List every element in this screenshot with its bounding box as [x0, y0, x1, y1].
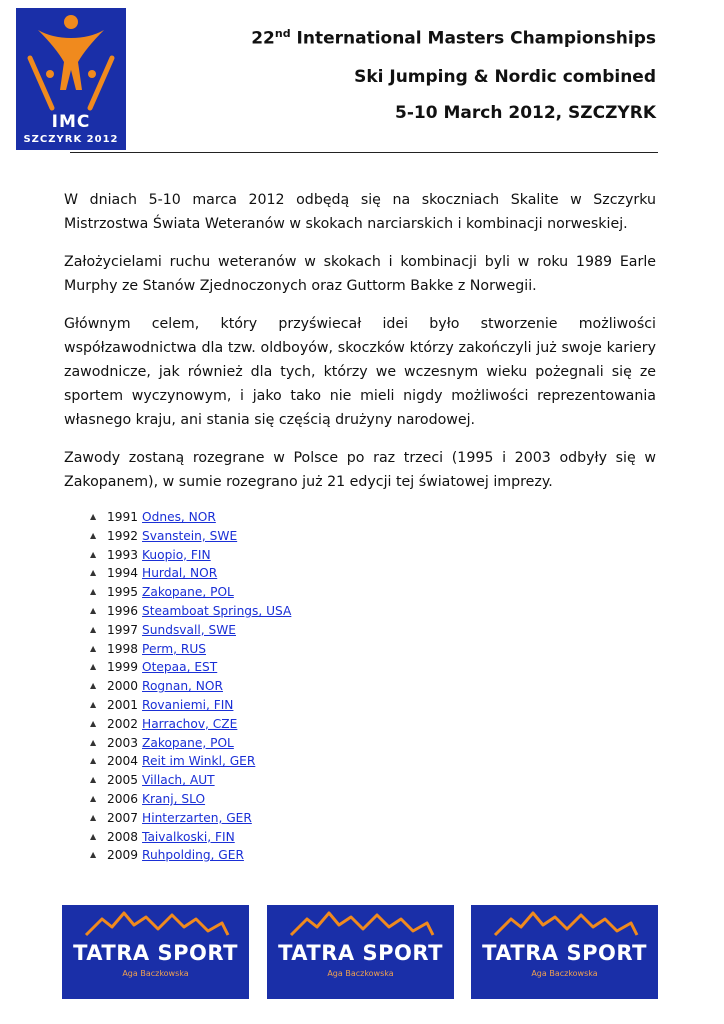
mountain-peak-icon: ▲ — [90, 605, 97, 615]
edition-place-link[interactable]: Villach, AUT — [142, 773, 215, 788]
mountain-peak-icon: ▲ — [90, 850, 97, 860]
list-item — [90, 564, 291, 583]
edition-year: 1999 — [107, 660, 139, 675]
edition-year: 2004 — [107, 754, 139, 769]
mountain-peak-icon: ▲ — [90, 568, 97, 578]
sponsor-banner — [471, 905, 658, 999]
document-header — [251, 18, 656, 123]
mountain-peak-icon: ▲ — [90, 624, 97, 634]
mountain-peak-icon: ▲ — [90, 681, 97, 691]
list-item — [90, 771, 291, 790]
list-item — [90, 527, 291, 546]
edition-place-link[interactable]: Taivalkoski, FIN — [142, 829, 235, 844]
edition-year: 2008 — [107, 829, 139, 844]
sponsor-subtitle: Aga Baczkowska — [122, 969, 189, 978]
paragraph: Zawody zostaną rozegrane w Polsce po raz trzeci (1995 i 2003 odbyły się w Zakopanem), w sumie rozegrano już 21 edycji tej światowej imprezy. — [64, 450, 656, 490]
paragraph: Założycielami ruchu weteranów w skokach i kombinacji byli w roku 1989 Earle Murphy ze Stanów Zjednoczonych oraz Guttorm Bakke z Norwegii. — [64, 254, 656, 294]
edition-year: 1991 — [107, 510, 139, 524]
mountain-peak-icon: ▲ — [90, 662, 97, 672]
paragraph: W dniach 5-10 marca 2012 odbędą się na skoczniach Skalite w Szczyrku Mistrzostwa Świata Weteranów w skokach narciarskich i kombinacji norweskiej. — [64, 192, 656, 232]
list-item — [90, 809, 291, 828]
title-ordinal: 22 — [251, 28, 275, 49]
edition-year: 1998 — [107, 641, 139, 656]
edition-place-link[interactable]: Kranj, SLO — [142, 791, 206, 806]
sponsor-name: TATRA SPORT — [73, 941, 238, 965]
sponsor-subtitle: Aga Baczkowska — [327, 969, 394, 978]
mountain-peak-icon: ▲ — [90, 699, 97, 709]
edition-place-link[interactable]: Svanstein, SWE — [142, 528, 238, 543]
list-item — [90, 715, 291, 734]
skier-figure-icon — [16, 8, 126, 112]
editions-list — [90, 508, 291, 865]
edition-year: 1995 — [107, 585, 139, 600]
list-item — [90, 640, 291, 659]
list-item — [90, 828, 291, 847]
edition-place-link[interactable]: Rovaniemi, FIN — [142, 697, 234, 712]
document-body — [64, 188, 656, 508]
mountain-peak-icon: ▲ — [90, 512, 97, 521]
sponsor-banner — [267, 905, 454, 999]
edition-year: 2006 — [107, 791, 139, 806]
edition-place-link[interactable]: Rognan, NOR — [142, 679, 223, 694]
edition-year: 1997 — [107, 622, 139, 637]
imc-logo — [16, 8, 126, 150]
title-rest: International Masters Championships — [290, 28, 656, 49]
edition-year: 2007 — [107, 810, 139, 825]
mountain-peak-icon: ▲ — [90, 831, 97, 841]
edition-year: 2001 — [107, 697, 139, 712]
edition-year: 2003 — [107, 735, 139, 750]
edition-year: 1994 — [107, 566, 139, 581]
mountain-peak-icon: ▲ — [90, 530, 97, 540]
list-item — [90, 508, 291, 527]
edition-place-link[interactable]: Perm, RUS — [142, 641, 206, 656]
list-item — [90, 602, 291, 621]
sponsor-name: TATRA SPORT — [278, 941, 443, 965]
mountain-peak-icon: ▲ — [90, 775, 97, 785]
edition-year: 2009 — [107, 848, 139, 863]
list-item — [90, 658, 291, 677]
edition-year: 1996 — [107, 603, 139, 618]
logo-abbr: IMC — [51, 112, 91, 132]
edition-year: 1992 — [107, 528, 139, 543]
mountain-peak-icon: ▲ — [90, 587, 97, 597]
header-title — [251, 24, 656, 49]
edition-place-link[interactable]: Otepaa, EST — [142, 660, 218, 675]
mountain-peak-icon: ▲ — [90, 737, 97, 747]
header-divider — [70, 152, 658, 153]
edition-place-link[interactable]: Steamboat Springs, USA — [142, 603, 292, 618]
list-item — [90, 546, 291, 565]
mountain-peak-icon: ▲ — [90, 812, 97, 822]
edition-place-link[interactable]: Ruhpolding, GER — [142, 848, 244, 863]
header-dates-location: 5-10 March 2012, SZCZYRK — [395, 102, 656, 123]
mountain-peak-icon: ▲ — [90, 643, 97, 653]
list-item — [90, 790, 291, 809]
edition-place-link[interactable]: Sundsvall, SWE — [142, 622, 236, 637]
edition-place-link[interactable]: Reit im Winkl, GER — [142, 754, 256, 769]
edition-place-link[interactable]: Hurdal, NOR — [142, 566, 218, 581]
mountain-peak-icon: ▲ — [90, 756, 97, 766]
edition-year: 2005 — [107, 773, 139, 788]
edition-year: 2000 — [107, 679, 139, 694]
mountain-peak-icon: ▲ — [90, 718, 97, 728]
sponsor-banner — [62, 905, 249, 999]
mountain-peak-icon: ▲ — [90, 549, 97, 559]
list-item — [90, 696, 291, 715]
edition-place-link[interactable]: Zakopane, POL — [142, 585, 234, 600]
list-item — [90, 677, 291, 696]
list-item — [90, 734, 291, 753]
sponsor-subtitle: Aga Baczkowska — [531, 969, 598, 978]
title-ordinal-suffix: nd — [274, 27, 291, 40]
list-item — [90, 846, 291, 865]
edition-place-link[interactable]: Kuopio, FIN — [142, 547, 211, 562]
header-discipline: Ski Jumping & Nordic combined — [354, 66, 656, 87]
edition-place-link[interactable]: Harrachov, CZE — [142, 716, 238, 731]
edition-year: 1993 — [107, 547, 139, 562]
sponsor-name: TATRA SPORT — [482, 941, 647, 965]
edition-place-link[interactable]: Odnes, NOR — [142, 510, 216, 524]
list-item — [90, 752, 291, 771]
edition-place-link[interactable]: Hinterzarten, GER — [142, 810, 252, 825]
logo-subtitle: SZCZYRK 2012 — [23, 134, 119, 145]
mountain-peak-icon: ▲ — [90, 793, 97, 803]
list-item — [90, 621, 291, 640]
edition-place-link[interactable]: Zakopane, POL — [142, 735, 234, 750]
edition-year: 2002 — [107, 716, 139, 731]
list-item — [90, 583, 291, 602]
paragraph: Głównym celem, który przyświecał idei było stworzenie możliwości współzawodnictwa dla tzw. oldboyów, skoczków którzy zakończyli już swoje kariery zawodnicze, jak również dla tych, którzy we wczesnym wieku pożegnali się ze sportem wyczynowym, i jako tako nie mieli nigdy możliwości reprezentowania własnego kraju, ani stania się częścią drużyny narodowej. — [64, 316, 656, 428]
